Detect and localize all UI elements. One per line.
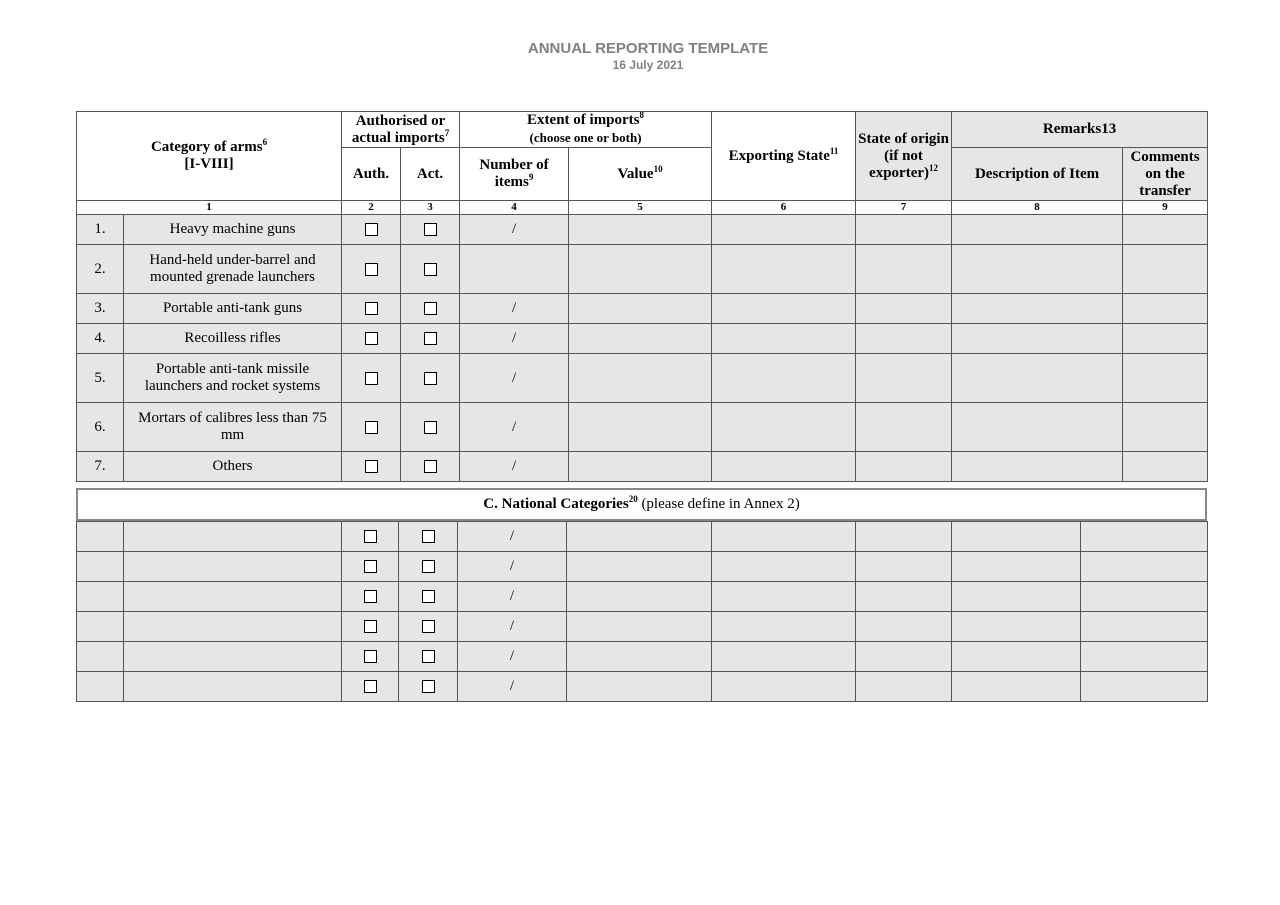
description-cell[interactable] [952, 294, 1123, 324]
auth-cell [342, 324, 401, 354]
act-cell [401, 294, 460, 324]
table-row [77, 324, 1208, 354]
value-cell[interactable] [567, 642, 712, 672]
auth-checkbox[interactable] [364, 530, 377, 543]
comments-cell[interactable] [1081, 642, 1208, 672]
act-checkbox[interactable] [424, 332, 437, 345]
column-number: 2 [342, 201, 401, 215]
number-items-cell[interactable]: / [458, 582, 567, 612]
value-cell[interactable] [567, 522, 712, 552]
comments-cell[interactable] [1123, 245, 1208, 294]
table-row [77, 215, 1208, 245]
number-items-cell[interactable]: / [460, 452, 569, 482]
description-cell[interactable] [952, 215, 1123, 245]
act-checkbox[interactable] [424, 263, 437, 276]
row-category: Recoilless rifles [124, 324, 342, 354]
auth-checkbox[interactable] [365, 460, 378, 473]
auth-checkbox[interactable] [365, 372, 378, 385]
national-categories-table [76, 521, 1208, 702]
header-authorised: Authorised or actual imports$^7$ [342, 112, 460, 148]
description-cell[interactable] [952, 552, 1081, 582]
row-number-cell[interactable] [77, 612, 124, 642]
table-row [77, 642, 1208, 672]
act-cell [401, 245, 460, 294]
exporting-state-cell[interactable] [712, 672, 856, 702]
comments-cell[interactable] [1123, 354, 1208, 403]
auth-cell [342, 552, 399, 582]
value-cell[interactable] [567, 612, 712, 642]
table-row [77, 294, 1208, 324]
auth-cell [342, 452, 401, 482]
row-category-cell[interactable] [124, 552, 342, 582]
comments-cell[interactable] [1123, 294, 1208, 324]
table-row [77, 612, 1208, 642]
auth-checkbox[interactable] [365, 263, 378, 276]
row-category: Hand-held under-barrel and mounted grenade launchers [124, 245, 342, 294]
national-categories-banner [76, 488, 1207, 521]
act-cell [399, 522, 458, 552]
description-cell[interactable] [952, 672, 1081, 702]
comments-cell[interactable] [1081, 582, 1208, 612]
description-cell[interactable] [952, 612, 1081, 642]
description-cell[interactable] [952, 452, 1123, 482]
row-number: 3. [77, 294, 124, 324]
comments-cell[interactable] [1081, 612, 1208, 642]
row-category-cell[interactable] [124, 582, 342, 612]
number-items-cell[interactable]: / [458, 552, 567, 582]
row-number: 6. [77, 403, 124, 452]
auth-cell [342, 403, 401, 452]
column-number: 3 [401, 201, 460, 215]
document-title: ANNUAL REPORTING TEMPLATE [527, 40, 769, 57]
auth-cell [342, 642, 399, 672]
state-origin-cell[interactable] [856, 582, 952, 612]
exporting-state-cell[interactable] [712, 522, 856, 552]
value-cell[interactable] [567, 672, 712, 702]
exporting-state-cell[interactable] [712, 642, 856, 672]
state-origin-cell[interactable] [856, 672, 952, 702]
auth-checkbox[interactable] [364, 560, 377, 573]
auth-checkbox[interactable] [364, 590, 377, 603]
row-category-cell[interactable] [124, 642, 342, 672]
comments-cell[interactable] [1123, 215, 1208, 245]
column-number: 1 [77, 201, 342, 215]
arms-imports-table [76, 111, 1208, 482]
row-number-cell[interactable] [77, 552, 124, 582]
table-row [77, 403, 1208, 452]
row-number-cell[interactable] [77, 642, 124, 672]
row-number-cell[interactable] [77, 672, 124, 702]
auth-cell [342, 294, 401, 324]
value-cell[interactable] [569, 294, 712, 324]
auth-checkbox[interactable] [365, 302, 378, 315]
number-items-cell[interactable]: / [460, 215, 569, 245]
page-header [0, 40, 1280, 72]
comments-cell[interactable] [1081, 522, 1208, 552]
auth-checkbox[interactable] [364, 620, 377, 633]
state-origin-cell[interactable] [856, 552, 952, 582]
state-origin-cell[interactable] [856, 324, 952, 354]
column-number: 8 [952, 201, 1123, 215]
state-origin-cell[interactable] [856, 294, 952, 324]
column-number: 5 [569, 201, 712, 215]
state-origin-cell[interactable] [856, 403, 952, 452]
header-comments: Comments on the transfer [1123, 148, 1208, 201]
exporting-state-cell[interactable] [712, 354, 856, 403]
row-number: 4. [77, 324, 124, 354]
auth-cell [342, 582, 399, 612]
column-number-row [77, 201, 1208, 215]
act-cell [401, 452, 460, 482]
column-number: 4 [460, 201, 569, 215]
state-origin-cell[interactable] [856, 452, 952, 482]
auth-checkbox[interactable] [364, 680, 377, 693]
comments-cell[interactable] [1123, 324, 1208, 354]
act-checkbox[interactable] [422, 680, 435, 693]
auth-cell [342, 672, 399, 702]
state-origin-cell[interactable] [856, 522, 952, 552]
row-category: Mortars of calibres less than 75 mm [124, 403, 342, 452]
auth-checkbox[interactable] [364, 650, 377, 663]
row-number-cell[interactable] [77, 522, 124, 552]
description-cell[interactable] [952, 642, 1081, 672]
comments-cell[interactable] [1123, 403, 1208, 452]
row-category-cell[interactable] [124, 522, 342, 552]
value-cell[interactable] [569, 245, 712, 294]
header-act: Act. [401, 148, 460, 201]
exporting-state-cell[interactable] [712, 324, 856, 354]
act-cell [401, 324, 460, 354]
header-value: Value$^{10}$ [569, 148, 712, 201]
description-cell[interactable] [952, 403, 1123, 452]
act-checkbox[interactable] [422, 650, 435, 663]
state-origin-cell[interactable] [856, 354, 952, 403]
act-cell [399, 552, 458, 582]
value-cell[interactable] [567, 582, 712, 612]
description-cell[interactable] [952, 354, 1123, 403]
number-items-cell[interactable]: / [458, 672, 567, 702]
table-row [77, 522, 1208, 552]
exporting-state-cell[interactable] [712, 245, 856, 294]
header-category: Category of arms$^6$ [I-VIII] [77, 112, 342, 201]
row-category-cell[interactable] [124, 612, 342, 642]
value-cell[interactable] [569, 354, 712, 403]
row-category: Others [124, 452, 342, 482]
row-number: 7. [77, 452, 124, 482]
number-items-cell[interactable]: / [460, 403, 569, 452]
act-cell [399, 642, 458, 672]
table-row [77, 452, 1208, 482]
row-number: 5. [77, 354, 124, 403]
auth-checkbox[interactable] [365, 223, 378, 236]
exporting-state-cell[interactable] [712, 294, 856, 324]
comments-cell[interactable] [1081, 672, 1208, 702]
exporting-state-cell[interactable] [712, 612, 856, 642]
header-remarks: Remarks13 [952, 112, 1208, 148]
exporting-state-cell[interactable] [712, 452, 856, 482]
national-categories-title: C. National Categories$^{20}$ (please define in Annex 2) [77, 489, 1206, 520]
row-number-cell[interactable] [77, 582, 124, 612]
auth-cell [342, 522, 399, 552]
act-checkbox[interactable] [422, 590, 435, 603]
row-category: Heavy machine guns [124, 215, 342, 245]
auth-cell [342, 215, 401, 245]
row-number: 2. [77, 245, 124, 294]
header-exporting-state: Exporting State$^{11}$ [712, 112, 856, 201]
act-cell [401, 403, 460, 452]
act-checkbox[interactable] [424, 460, 437, 473]
act-checkbox[interactable] [424, 223, 437, 236]
act-checkbox[interactable] [422, 620, 435, 633]
auth-cell [342, 245, 401, 294]
number-items-cell[interactable] [460, 245, 569, 294]
column-number: 7 [856, 201, 952, 215]
row-category: Portable anti-tank guns [124, 294, 342, 324]
auth-checkbox[interactable] [365, 332, 378, 345]
act-checkbox[interactable] [422, 530, 435, 543]
auth-checkbox[interactable] [365, 421, 378, 434]
exporting-state-cell[interactable] [712, 582, 856, 612]
table-row [77, 672, 1208, 702]
header-state-origin: State of origin (if not exporter)$^{12}$ [856, 112, 952, 201]
row-category: Portable anti-tank missile launchers and rocket systems [124, 354, 342, 403]
state-origin-cell[interactable] [856, 215, 952, 245]
description-cell[interactable] [952, 245, 1123, 294]
act-checkbox[interactable] [424, 421, 437, 434]
table-row [77, 245, 1208, 294]
exporting-state-cell[interactable] [712, 403, 856, 452]
value-cell[interactable] [569, 403, 712, 452]
value-cell[interactable] [567, 552, 712, 582]
auth-cell [342, 612, 399, 642]
value-cell[interactable] [569, 324, 712, 354]
number-items-cell[interactable]: / [460, 354, 569, 403]
act-checkbox[interactable] [422, 560, 435, 573]
number-items-cell[interactable]: / [458, 642, 567, 672]
number-items-cell[interactable]: / [458, 612, 567, 642]
act-cell [399, 672, 458, 702]
row-category-cell[interactable] [124, 672, 342, 702]
act-cell [401, 354, 460, 403]
header-auth: Auth. [342, 148, 401, 201]
header-number-items: Number of items$^9$ [460, 148, 569, 201]
column-number: 6 [712, 201, 856, 215]
act-cell [399, 582, 458, 612]
state-origin-cell[interactable] [856, 612, 952, 642]
document-date: 16 July 2021 [612, 58, 684, 72]
value-cell[interactable] [569, 452, 712, 482]
act-cell [399, 612, 458, 642]
act-checkbox[interactable] [424, 372, 437, 385]
exporting-state-cell[interactable] [712, 552, 856, 582]
state-origin-cell[interactable] [856, 642, 952, 672]
description-cell[interactable] [952, 522, 1081, 552]
row-number: 1. [77, 215, 124, 245]
number-items-cell[interactable]: / [458, 522, 567, 552]
number-items-cell[interactable]: / [460, 324, 569, 354]
exporting-state-cell[interactable] [712, 215, 856, 245]
column-number: 9 [1123, 201, 1208, 215]
act-checkbox[interactable] [424, 302, 437, 315]
table-row [77, 552, 1208, 582]
header-extent: Extent of imports$^8$ (choose one or both) [460, 112, 712, 148]
comments-cell[interactable] [1123, 452, 1208, 482]
state-origin-cell[interactable] [856, 245, 952, 294]
comments-cell[interactable] [1081, 552, 1208, 582]
table-row [77, 354, 1208, 403]
table-row [77, 582, 1208, 612]
auth-cell [342, 354, 401, 403]
header-description: Description of Item [952, 148, 1123, 201]
description-cell[interactable] [952, 582, 1081, 612]
description-cell[interactable] [952, 324, 1123, 354]
value-cell[interactable] [569, 215, 712, 245]
act-cell [401, 215, 460, 245]
number-items-cell[interactable]: / [460, 294, 569, 324]
